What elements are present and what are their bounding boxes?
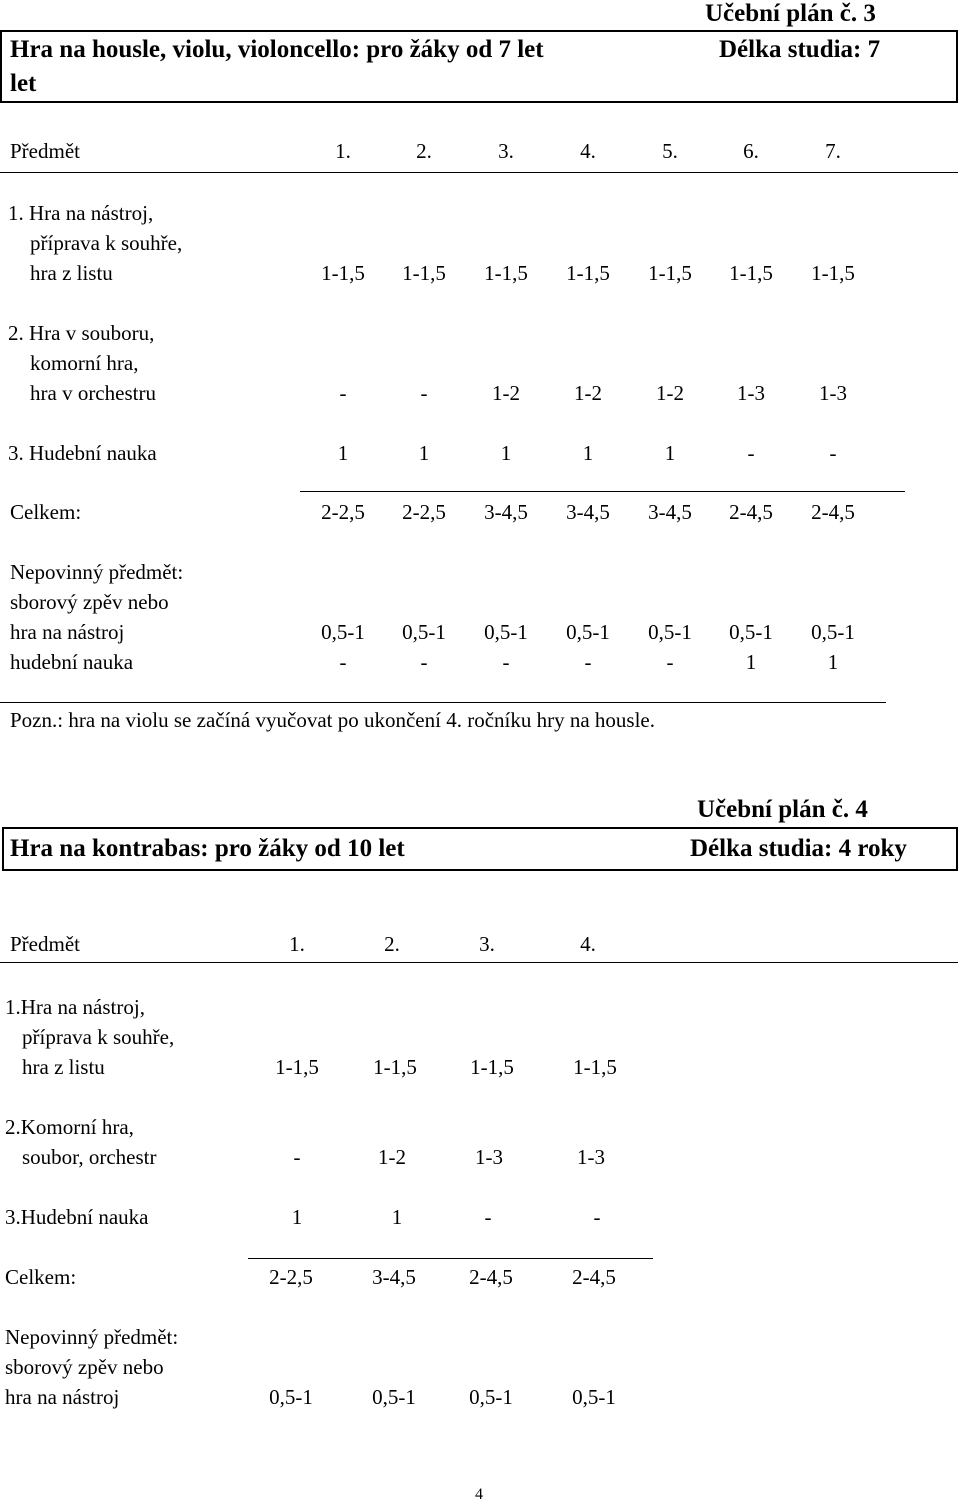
plan4-total-rule [248, 1258, 653, 1259]
hours-cell: - [293, 1145, 301, 1169]
hours-cell: 1-2 [656, 381, 684, 405]
optional-cell: - [502, 650, 510, 674]
total-cell: 2-4,5 [572, 1265, 616, 1289]
optional-cell: 0,5-1 [469, 1385, 513, 1409]
plan3-note: Pozn.: hra na violu se začíná vyučovat po ukončení 4. ročníku hry na housle. [10, 708, 655, 732]
year-heading: 1. [335, 139, 351, 163]
subject-label: komorní hra, [30, 351, 139, 375]
plan3-total-rule [300, 491, 905, 492]
hours-cell: - [484, 1205, 492, 1229]
year-heading: 3. [498, 139, 514, 163]
year-heading: 2. [416, 139, 432, 163]
optional-cell: 1 [745, 650, 757, 674]
plan4-title-box [2, 827, 958, 871]
year-heading: 4. [580, 932, 596, 956]
plan4-title: Hra na kontrabas: pro žáky od 10 let [10, 835, 405, 862]
hours-cell: 1-3 [475, 1145, 503, 1169]
optional-cell: 0,5-1 [321, 620, 365, 644]
hours-cell: 1 [664, 441, 676, 465]
subject-label: 1. Hra na nástroj, [8, 201, 154, 225]
optional-cell: 0,5-1 [572, 1385, 616, 1409]
page-number: 4 [475, 1486, 483, 1503]
total-cell: 3-4,5 [484, 500, 528, 524]
optional-cell: 0,5-1 [484, 620, 528, 644]
year-heading: 6. [743, 139, 759, 163]
optional-line: sborový zpěv nebo [5, 1355, 164, 1379]
plan3-title-box [0, 30, 958, 103]
hours-cell: 1 [582, 441, 594, 465]
subject-label: příprava k souhře, [22, 1025, 175, 1049]
hours-cell: 1-3 [737, 381, 765, 405]
optional-row-label: hudební nauka [10, 650, 134, 674]
hours-cell: 1 [337, 441, 349, 465]
year-heading: 4. [580, 139, 596, 163]
plan4-header-rule [0, 962, 958, 963]
hours-cell: 1 [291, 1205, 303, 1229]
optional-cell: - [420, 650, 428, 674]
year-heading: 3. [479, 932, 495, 956]
optional-cell: 0,5-1 [566, 620, 610, 644]
optional-label: Nepovinný předmět: [10, 560, 184, 584]
subject-label: hra z listu [22, 1055, 105, 1079]
optional-cell: 0,5-1 [811, 620, 855, 644]
optional-row-label: hra na nástroj [10, 620, 125, 644]
optional-cell: 0,5-1 [648, 620, 692, 644]
total-cell: 2-2,5 [321, 500, 365, 524]
hours-cell: 1 [500, 441, 512, 465]
total-cell: 2-2,5 [402, 500, 446, 524]
hours-cell: 1-3 [819, 381, 847, 405]
plan3-note-rule [0, 702, 886, 703]
hours-cell: 1-1,5 [373, 1055, 417, 1079]
subject-label: 1.Hra na nástroj, [5, 995, 145, 1019]
plan3-subject-header: Předmět [10, 139, 80, 163]
hours-cell: 1-2 [574, 381, 602, 405]
year-heading: 7. [825, 139, 841, 163]
hours-cell: 1-1,5 [275, 1055, 319, 1079]
hours-cell: 1-1,5 [648, 261, 692, 285]
hours-cell: 1-1,5 [729, 261, 773, 285]
hours-cell: - [339, 381, 347, 405]
optional-cell: - [584, 650, 592, 674]
optional-cell: 0,5-1 [729, 620, 773, 644]
subject-label: hra v orchestru [30, 381, 156, 405]
plan3-label: Učební plán č. 3 [705, 0, 876, 27]
plan4-label: Učební plán č. 4 [697, 796, 868, 823]
optional-line: sborový zpěv nebo [10, 590, 169, 614]
hours-cell: 1-1,5 [321, 261, 365, 285]
hours-cell: 1-2 [378, 1145, 406, 1169]
plan3-duration: Délka studia: 7 [719, 36, 881, 63]
hours-cell: - [829, 441, 837, 465]
total-cell: 2-4,5 [729, 500, 773, 524]
hours-cell: 1-3 [577, 1145, 605, 1169]
optional-cell: - [666, 650, 674, 674]
optional-cell: 0,5-1 [269, 1385, 313, 1409]
subject-label: soubor, orchestr [22, 1145, 157, 1169]
total-cell: 2-2,5 [269, 1265, 313, 1289]
optional-label: Nepovinný předmět: [5, 1325, 179, 1349]
total-cell: 2-4,5 [811, 500, 855, 524]
hours-cell: 1-1,5 [402, 261, 446, 285]
subject-label: 2.Komorní hra, [5, 1115, 134, 1139]
hours-cell: - [420, 381, 428, 405]
total-label: Celkem: [10, 500, 82, 524]
hours-cell: 1-1,5 [484, 261, 528, 285]
total-cell: 2-4,5 [469, 1265, 513, 1289]
total-cell: 3-4,5 [648, 500, 692, 524]
plan4-subject-header: Předmět [10, 932, 80, 956]
total-cell: 3-4,5 [372, 1265, 416, 1289]
total-cell: 3-4,5 [566, 500, 610, 524]
subject-label: 3.Hudební nauka [5, 1205, 149, 1229]
hours-cell: - [593, 1205, 601, 1229]
hours-cell: 1-2 [492, 381, 520, 405]
hours-cell: 1 [391, 1205, 403, 1229]
year-heading: 1. [289, 932, 305, 956]
optional-cell: 0,5-1 [372, 1385, 416, 1409]
hours-cell: 1-1,5 [470, 1055, 514, 1079]
year-heading: 5. [662, 139, 678, 163]
plan3-header-rule [0, 172, 958, 173]
optional-cell: 1 [827, 650, 839, 674]
subject-label: 3. Hudební nauka [8, 441, 157, 465]
optional-cell: 0,5-1 [402, 620, 446, 644]
total-label: Celkem: [5, 1265, 77, 1289]
hours-cell: - [747, 441, 755, 465]
optional-row-label: hra na nástroj [5, 1385, 120, 1409]
optional-cell: - [339, 650, 347, 674]
subject-label: 2. Hra v souboru, [8, 321, 155, 345]
plan3-duration-cont: let [10, 70, 37, 97]
subject-label: příprava k souhře, [30, 231, 183, 255]
plan4-duration: Délka studia: 4 roky [690, 835, 907, 862]
hours-cell: 1-1,5 [573, 1055, 617, 1079]
plan3-title: Hra na housle, violu, violoncello: pro žáky od 7 let [10, 36, 544, 63]
year-heading: 2. [384, 932, 400, 956]
hours-cell: 1-1,5 [566, 261, 610, 285]
hours-cell: 1 [418, 441, 430, 465]
subject-label: hra z listu [30, 261, 113, 285]
hours-cell: 1-1,5 [811, 261, 855, 285]
